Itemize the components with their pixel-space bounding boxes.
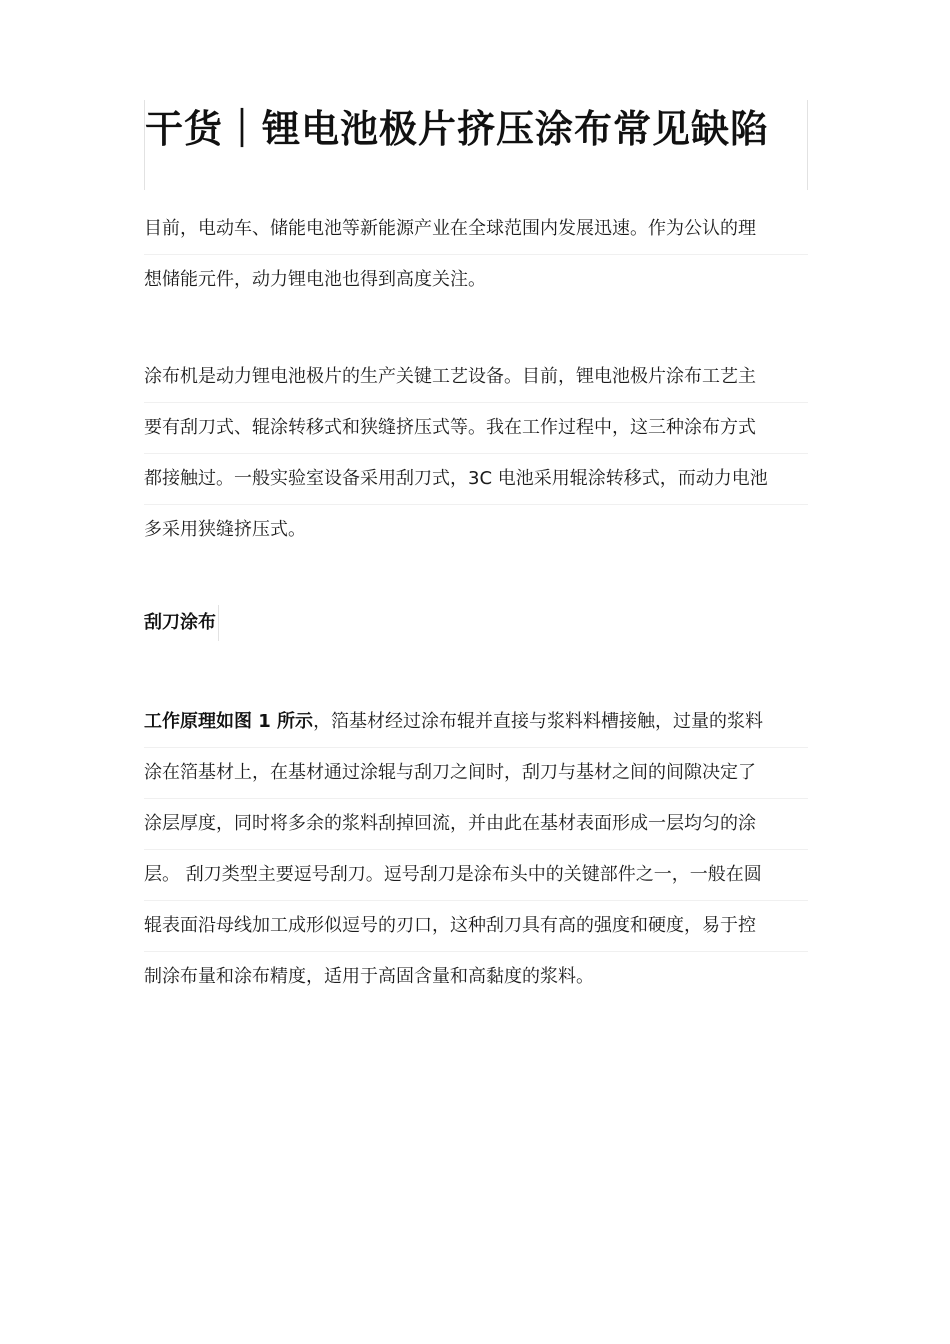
paragraph-line: 层。 刮刀类型主要逗号刮刀。逗号刮刀是涂布头中的关键部件之一，一般在圆 (144, 849, 808, 900)
paragraph-line: 涂布机是动力锂电池极片的生产关键工艺设备。目前，锂电池极片涂布工艺主 (144, 366, 756, 387)
paragraph-line-rest: ，箔基材经过涂布辊并直接与浆料料槽接触，过量的浆料 (313, 711, 764, 732)
paragraph-line: 目前，电动车、储能电池等新能源产业在全球范围内发展迅速。作为公认的理 (144, 218, 756, 239)
paragraph-blade-coating (144, 697, 808, 1002)
paragraph-line (144, 697, 808, 747)
paragraph-line: 想储能元件，动力锂电池也得到高度关注。 (144, 254, 808, 305)
paragraph-line: 辊表面沿母线加工成形似逗号的刃口，这种刮刀具有高的强度和硬度，易于控 (144, 900, 808, 951)
paragraph-line: 涂层厚度，同时将多余的浆料刮掉回流，并由此在基材表面形成一层均匀的涂 (144, 798, 808, 849)
paragraph-line: 涂在箔基材上，在基材通过涂辊与刮刀之间时，刮刀与基材之间的间隙决定了 (144, 747, 808, 798)
article-title: 干货｜锂电池极片挤压涂布常见缺陷 (144, 100, 808, 190)
paragraph-line: 要有刮刀式、辊涂转移式和狭缝挤压式等。我在工作过程中，这三种涂布方式 (144, 402, 808, 453)
paragraph-line: 制涂布量和涂布精度，适用于高固含量和高黏度的浆料。 (144, 951, 808, 1002)
paragraph-line: 多采用狭缝挤压式。 (144, 504, 808, 555)
paragraph-lead-bold: 工作原理如图 1 所示 (144, 711, 314, 732)
paragraph-coating-methods (144, 352, 808, 555)
section-heading: 刮刀涂布 (144, 605, 219, 641)
paragraph-intro (144, 204, 808, 305)
paragraph-line: 都接触过。一般实验室设备采用刮刀式，3C 电池采用辊涂转移式，而动力电池 (144, 453, 808, 504)
